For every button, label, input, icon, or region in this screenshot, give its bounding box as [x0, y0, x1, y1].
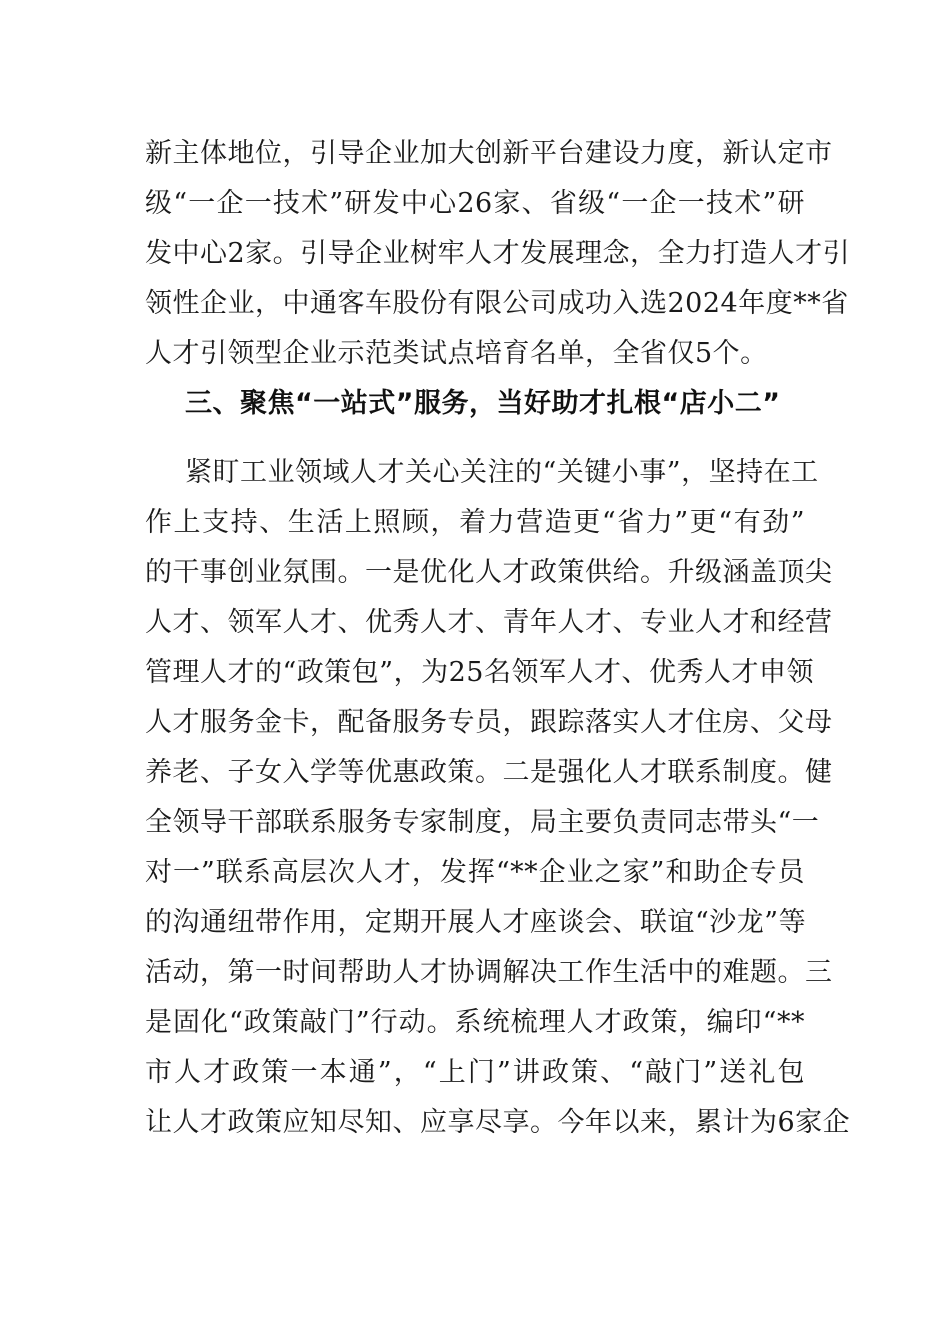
paragraph-line: 新主体地位，引导企业加大创新平台建设力度，新认定市 — [145, 138, 833, 169]
paragraph-line: 是固化“政策敲门”行动。系统梳理人才政策，编印“** — [145, 1007, 805, 1038]
paragraph-line: 的干事创业氛围。一是优化人才政策供给。升级涵盖顶尖 — [145, 557, 833, 588]
paragraph-line: 全领导干部联系服务专家制度，局主要负责同志带头“一 — [145, 807, 820, 838]
paragraph-line: 活动，第一时间帮助人才协调解决工作生活中的难题。三 — [145, 957, 833, 988]
paragraph-line: 让人才政策应知尽知、应享尽享。今年以来，累计为6家企 — [145, 1107, 851, 1138]
paragraph-line: 管理人才的“政策包”，为25名领军人才、优秀人才申领 — [145, 657, 814, 688]
paragraph-line: 人才、领军人才、优秀人才、青年人才、专业人才和经营 — [145, 607, 833, 638]
section-heading: 三、聚焦“一站式”服务，当好助才扎根“店小二” — [185, 388, 781, 419]
paragraph-line: 的沟通纽带作用，定期开展人才座谈会、联谊“沙龙”等 — [145, 907, 807, 938]
paragraph-line: 市人才政策一本通”，“上门”讲政策、“敲门”送礼包 — [145, 1057, 805, 1088]
paragraph-line: 作上支持、生活上照顾，着力营造更“省力”更“有劲” — [145, 507, 805, 538]
paragraph-line: 人才引领型企业示范类试点培育名单，全省仅5个。 — [145, 338, 768, 369]
paragraph-line: 人才服务金卡，配备服务专员，跟踪落实人才住房、父母 — [145, 707, 833, 738]
paragraph-line: 领性企业，中通客车股份有限公司成功入选2024年度**省 — [145, 288, 849, 319]
paragraph-line: 紧盯工业领域人才关心关注的“关键小事”，坚持在工 — [185, 457, 819, 488]
paragraph-line: 对一”联系高层次人才，发挥“**企业之家”和助企专员 — [145, 857, 805, 888]
paragraph-line: 级“一企一技术”研发中心26家、省级“一企一技术”研 — [145, 188, 805, 219]
paragraph-line: 养老、子女入学等优惠政策。二是强化人才联系制度。健 — [145, 757, 833, 788]
paragraph-line: 发中心2家。引导企业树牢人才发展理念，全力打造人才引 — [145, 238, 851, 269]
